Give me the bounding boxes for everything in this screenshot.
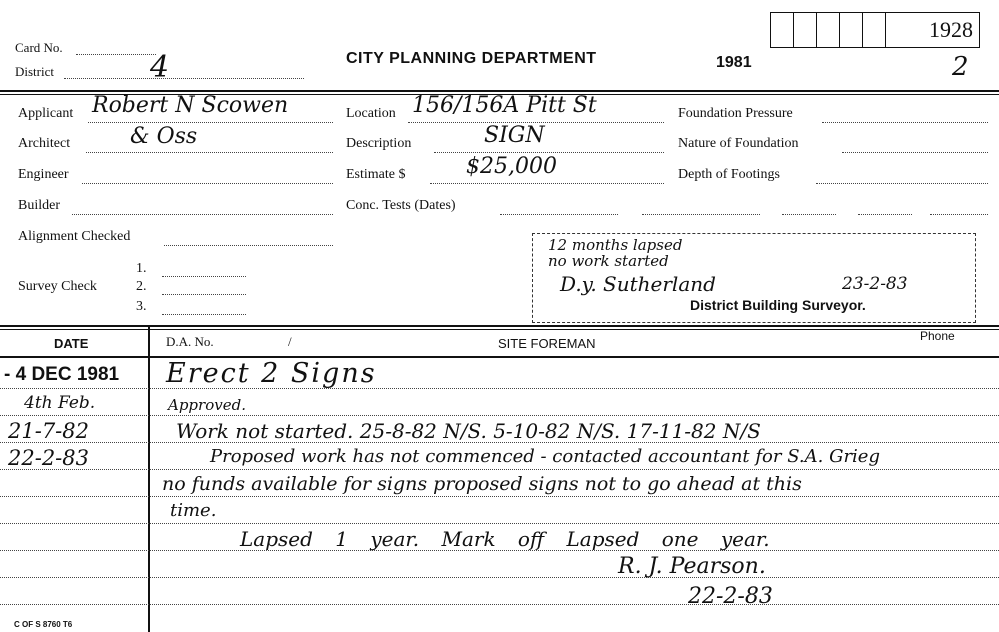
card-number-cell	[771, 13, 794, 47]
card-number-box	[770, 12, 980, 48]
nature-of-foundation-label: Nature of Foundation	[678, 136, 799, 151]
nature-of-foundation-line	[842, 152, 988, 153]
table-row-line	[0, 469, 999, 470]
architect-label: Architect	[18, 136, 71, 151]
stamp-note-line1: 12 months lapsed	[548, 236, 683, 254]
engineer-line	[82, 183, 333, 184]
location-label: Location	[346, 106, 396, 121]
conc-tests-label: Conc. Tests (Dates)	[346, 198, 456, 213]
card-no-line	[76, 54, 156, 55]
card-number: 1928	[929, 17, 973, 42]
engineer-label: Engineer	[18, 167, 69, 182]
description-label: Description	[346, 136, 412, 151]
table-row-line	[0, 604, 999, 605]
stamp-note-line2: no work started	[548, 252, 669, 270]
entry-text: time.	[170, 500, 217, 521]
location-value: 156/156A Pitt St	[412, 93, 597, 118]
district-label: District	[15, 64, 54, 79]
column-header-date: DATE	[54, 336, 89, 351]
date-cell: 22-2-83	[8, 446, 89, 470]
applicant-line	[88, 122, 333, 123]
year: 1981	[716, 54, 752, 71]
entry-text: Approved.	[168, 396, 246, 414]
builder-line	[72, 214, 333, 215]
survey-line-1	[162, 276, 246, 277]
description-line	[434, 152, 664, 153]
description-value: SIGN	[484, 123, 545, 148]
page-title: CITY PLANNING DEPARTMENT	[346, 50, 597, 67]
entry-text: Proposed work has not commenced - contacted accountant for S.A. Grieg	[210, 446, 880, 467]
architect-line	[86, 152, 333, 153]
stamp-caption: District Building Surveyor.	[690, 297, 866, 313]
stamp-signature: D.y. Sutherland	[560, 272, 716, 296]
table-row-line	[0, 388, 999, 389]
alignment-label: Alignment Checked	[18, 229, 131, 244]
depth-of-footings-label: Depth of Footings	[678, 167, 780, 182]
survey-item-2: 2.	[136, 279, 147, 294]
table-row-line	[0, 496, 999, 497]
date-cell: 21-7-82	[8, 419, 89, 443]
survey-item-3: 3.	[136, 299, 147, 314]
card-number-cell	[863, 13, 886, 47]
conc-tests-line	[642, 214, 760, 215]
foundation-pressure-line	[822, 122, 988, 123]
depth-of-footings-line	[816, 183, 988, 184]
table-row-line	[0, 523, 999, 524]
form-code: C OF S 8760 T6	[14, 620, 73, 629]
estimate-line	[430, 183, 664, 184]
card-number-cell	[794, 13, 817, 47]
card-number-cell	[817, 13, 840, 47]
header-rule	[0, 90, 999, 92]
survey-line-2	[162, 294, 246, 295]
entry-signature: R. J. Pearson.	[618, 554, 766, 579]
conc-tests-line	[858, 214, 912, 215]
table-row-line	[0, 577, 999, 578]
alignment-line	[164, 245, 333, 246]
entry-text: Erect 2 Signs	[166, 358, 377, 389]
builder-label: Builder	[18, 198, 60, 213]
date-cell: - 4 DEC 1981	[4, 364, 120, 385]
district-line	[64, 78, 304, 79]
survey-item-1: 1.	[136, 261, 147, 276]
entry-date: 22-2-83	[688, 584, 773, 609]
architect-value: & Oss	[130, 124, 198, 149]
conc-tests-line	[782, 214, 836, 215]
estimate-value: $25,000	[466, 154, 557, 179]
survey-line-3	[162, 314, 246, 315]
table-column-divider	[148, 327, 150, 632]
applicant-value: Robert N Scowen	[92, 93, 289, 118]
column-header-phone: Phone	[920, 329, 955, 343]
entry-text: Work not started. 25-8-82 N/S. 5-10-82 N/S. 17-11-82 N/S	[176, 419, 761, 443]
conc-tests-line	[500, 214, 618, 215]
table-header-rule	[0, 356, 999, 358]
column-header-site-foreman: SITE FOREMAN	[498, 336, 596, 351]
column-header-da-no: D.A. No.	[166, 334, 214, 349]
foundation-pressure-label: Foundation Pressure	[678, 106, 793, 121]
table-top-rule	[0, 325, 999, 327]
column-header-slash: /	[288, 334, 292, 349]
card-no-label: Card No.	[15, 40, 63, 55]
table-top-rule	[0, 329, 999, 330]
table-row-line	[0, 415, 999, 416]
conc-tests-line	[930, 214, 988, 215]
estimate-label: Estimate $	[346, 167, 406, 182]
district-value: 4	[150, 50, 170, 85]
stamp-date: 23-2-83	[842, 274, 908, 294]
card-number-cell	[840, 13, 863, 47]
entry-text: no funds available for signs proposed signs not to go ahead at this	[162, 473, 802, 495]
corner-note: 2	[952, 52, 969, 82]
applicant-label: Applicant	[18, 106, 74, 121]
date-cell: 4th Feb.	[24, 393, 96, 413]
entry-text: Lapsed 1 year. Mark off Lapsed one year.	[240, 527, 770, 551]
survey-check-label: Survey Check	[18, 279, 97, 294]
